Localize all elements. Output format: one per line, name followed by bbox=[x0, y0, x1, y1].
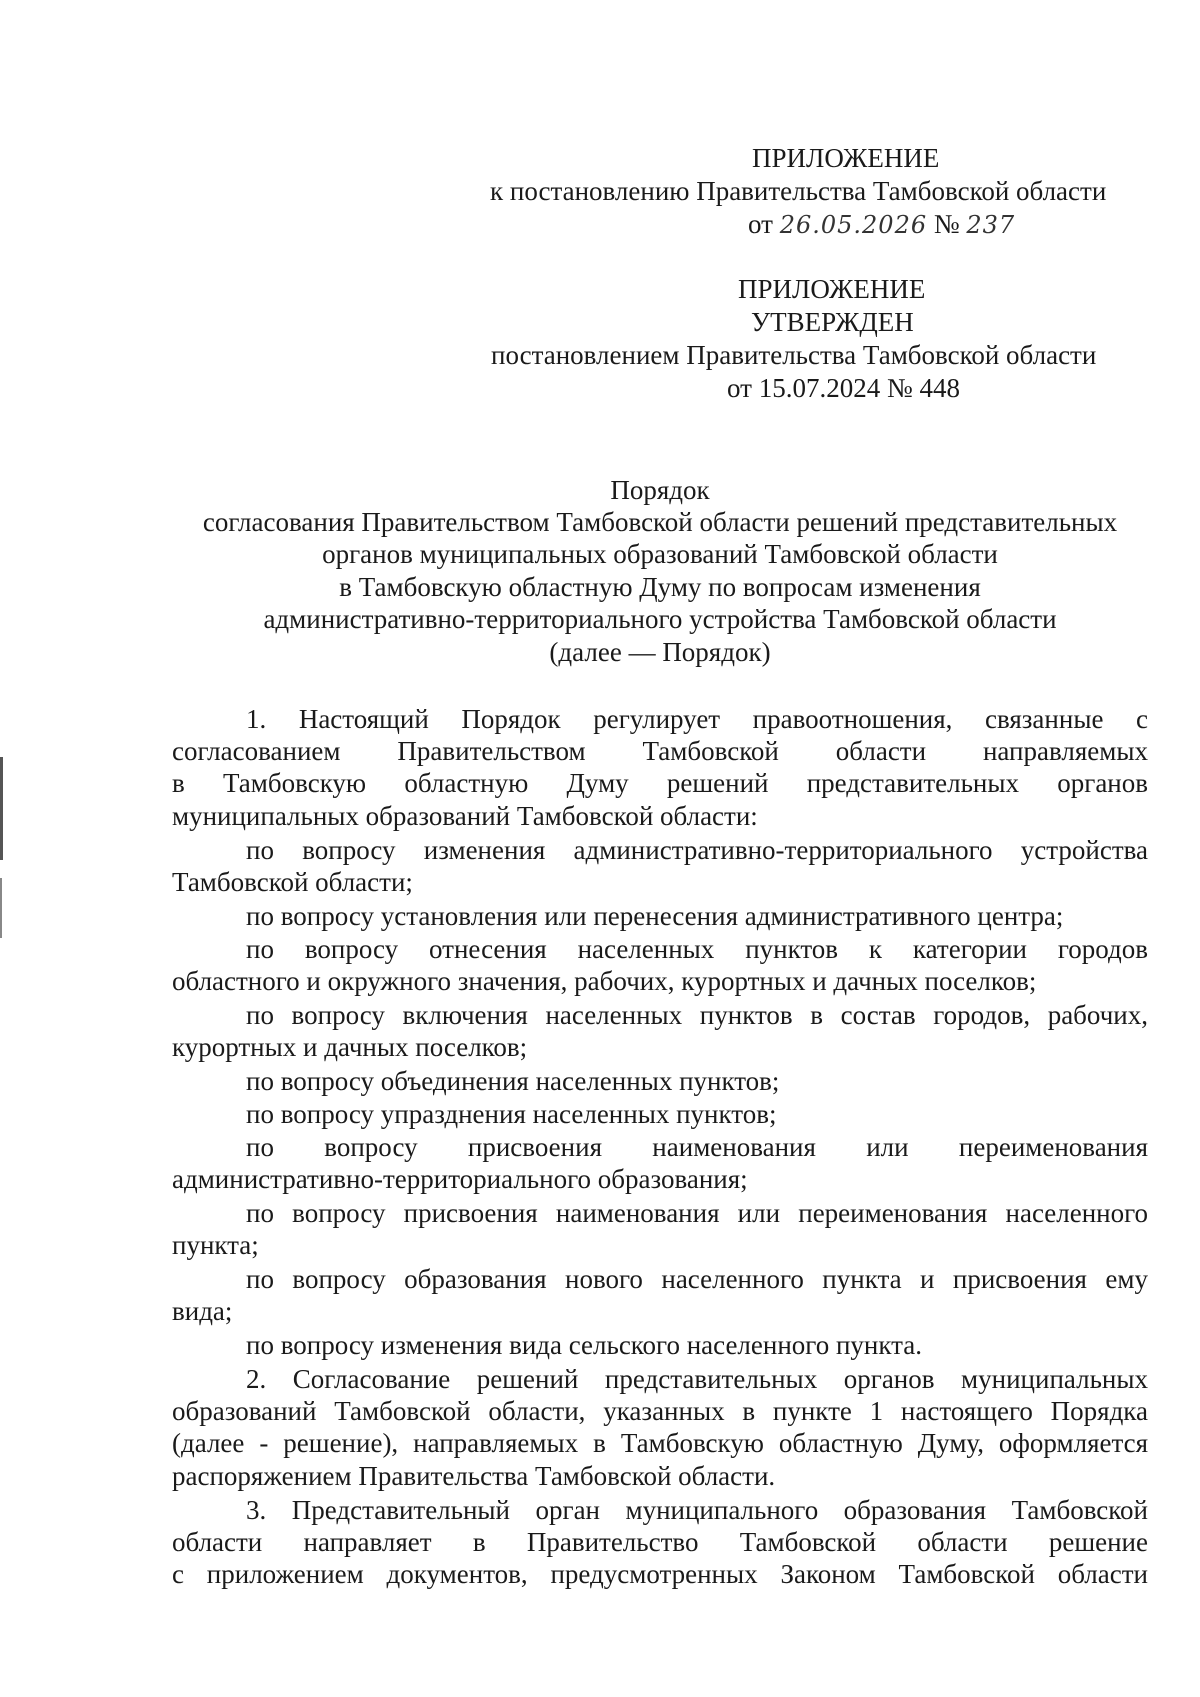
body-line: области направляет в Правительство Тамбовской области решение bbox=[172, 1527, 1148, 1557]
body-line: муниципальных образований Тамбовской области: bbox=[172, 801, 758, 831]
body-line: по вопросу присвоения наименования или переименования bbox=[246, 1132, 1148, 1162]
approved-date: от 15.07.2024 № 448 bbox=[727, 373, 960, 403]
body-line: по вопросу присвоения наименования или переименования населенного bbox=[246, 1198, 1148, 1228]
body-line: по вопросу образования нового населенного пункта и присвоения ему bbox=[246, 1264, 1148, 1294]
body-line: 3. Представительный орган муниципального образования Тамбовской bbox=[246, 1495, 1148, 1525]
body-line: согласованием Правительством Тамбовской области направляемых bbox=[172, 736, 1148, 766]
appendix-title: ПРИЛОЖЕНИЕ bbox=[752, 143, 940, 173]
body-line: пункта; bbox=[172, 1230, 259, 1260]
body-line: (далее - решение), направляемых в Тамбовскую областную Думу, оформляется bbox=[172, 1428, 1148, 1458]
body-line: с приложением документов, предусмотренных Законом Тамбовской области bbox=[172, 1559, 1148, 1589]
appendix-subtitle: к постановлению Правительства Тамбовской области bbox=[490, 176, 1107, 206]
doc-title-line: административно-территориального устройства Тамбовской области bbox=[263, 604, 1057, 634]
appendix-date-line bbox=[748, 208, 1015, 241]
number-sign: № bbox=[933, 209, 960, 239]
body-line: по вопросу упразднения населенных пунктов; bbox=[246, 1099, 777, 1129]
body-line: по вопросу отнесения населенных пунктов к категории городов bbox=[246, 934, 1148, 964]
doc-title-line: (далее — Порядок) bbox=[549, 637, 771, 667]
handwritten-date: 26.05.2026 bbox=[779, 211, 928, 239]
handwritten-number: 237 bbox=[966, 211, 1016, 239]
doc-title: Порядок bbox=[610, 475, 710, 505]
body-line: по вопросу изменения административно-территориального устройства bbox=[246, 835, 1148, 865]
body-line: в Тамбовскую областную Думу решений представительных органов bbox=[172, 768, 1148, 798]
body-line: административно-территориального образования; bbox=[172, 1164, 748, 1194]
body-line: образований Тамбовской области, указанных в пункте 1 настоящего Порядка bbox=[172, 1396, 1148, 1426]
doc-title-line: согласования Правительством Тамбовской области решений представительных bbox=[202, 507, 1118, 537]
body-line: по вопросу изменения вида сельского населенного пункта. bbox=[246, 1330, 922, 1360]
body-line: по вопросу включения населенных пунктов в состав городов, рабочих, bbox=[246, 1000, 1148, 1030]
approved-subtitle: постановлением Правительства Тамбовской области bbox=[491, 340, 1097, 370]
body-line: курортных и дачных поселков; bbox=[172, 1032, 528, 1062]
appendix-title-2: ПРИЛОЖЕНИЕ bbox=[738, 274, 926, 304]
scan-edge-mark bbox=[0, 878, 2, 938]
doc-title-line: в Тамбовскую областную Думу по вопросам изменения bbox=[339, 572, 981, 602]
date-prefix: от bbox=[748, 209, 773, 239]
doc-title-line: органов муниципальных образований Тамбовской области bbox=[322, 539, 998, 569]
body-line: 1. Настоящий Порядок регулирует правоотношения, связанные с bbox=[246, 704, 1148, 734]
body-line: распоряжением Правительства Тамбовской области. bbox=[172, 1461, 776, 1491]
body-line: вида; bbox=[172, 1296, 233, 1326]
scan-edge-mark bbox=[0, 757, 3, 860]
body-line: по вопросу установления или перенесения административного центра; bbox=[246, 901, 1064, 931]
body-line: 2. Согласование решений представительных органов муниципальных bbox=[246, 1364, 1148, 1394]
approved-label: УТВЕРЖДЕН bbox=[751, 307, 914, 337]
body-line: по вопросу объединения населенных пунктов; bbox=[246, 1066, 780, 1096]
body-line: Тамбовской области; bbox=[172, 867, 413, 897]
body-line: областного и окружного значения, рабочих, курортных и дачных поселков; bbox=[172, 966, 1037, 996]
